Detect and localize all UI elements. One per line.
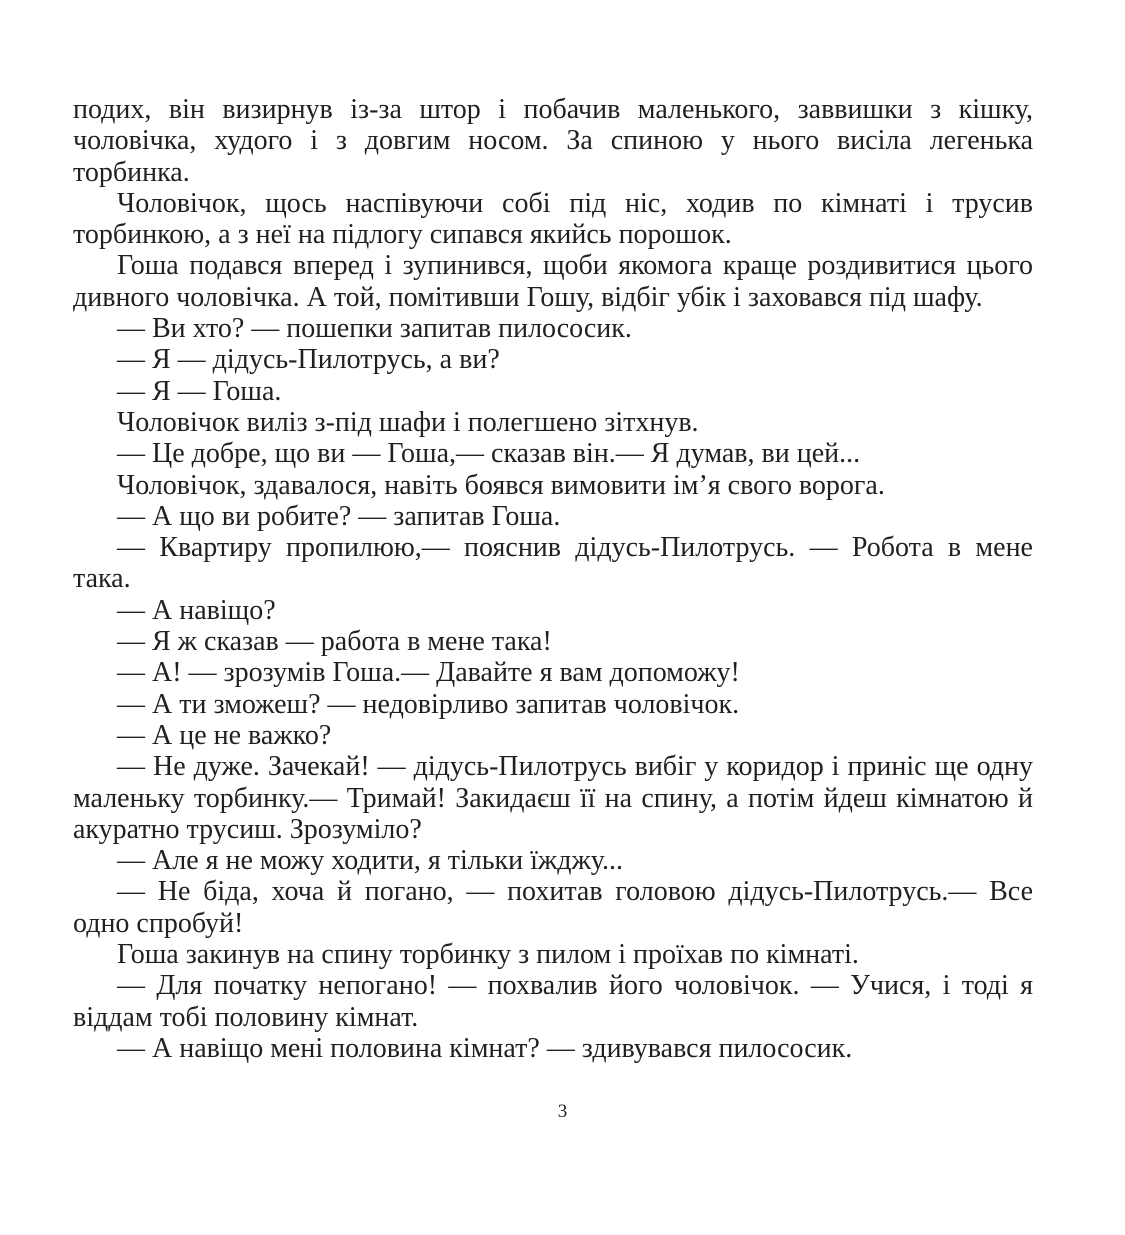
paragraph-2: Чоловічок, щось наспівуючи собі під ніс, ходив по кімнаті і трусив торбинкою, а з неї на підлогу сипався якийсь порошок.: [73, 187, 1033, 251]
paragraph-22: — А навіщо мені половина кімнат? — здивувався пилососик.: [117, 1032, 853, 1064]
paragraph-6: — Я — Гоша.: [117, 375, 282, 407]
page-text: [73, 94, 1033, 1064]
paragraph-17: — Не дуже. Зачекай! — дідусь-Пилотрусь вибіг у коридор і приніс ще одну маленьку торбинку.— Тримай! Закидаєш її на спину, а потім йдеш кімнатою й акуратно трусиш. Зрозуміло?: [73, 751, 1033, 845]
paragraph-1: подих, він визирнув із-за штор і побачив маленького, заввишки з кішку, чоловічка, худого і з довгим носом. За спиною у нього висіла легенька торбинка.: [73, 94, 1033, 188]
paragraph-18: — Але я не можу ходити, я тільки їжджу...: [117, 845, 623, 877]
paragraph-3: Гоша подався вперед і зупинився, щоби якомога краще роздивитися цього дивного чоловічка. А той, помітивши Гошу, відбіг убік і заховався під шафу.: [73, 250, 1033, 313]
paragraph-9: Чоловічок, здавалося, навіть боявся вимовити ім’я свого ворога.: [117, 469, 885, 501]
page-number: 3: [557, 1101, 568, 1122]
paragraph-5: — Я — дідусь-Пилотрусь, а ви?: [117, 344, 500, 376]
paragraph-15: — А ти зможеш? — недовірливо запитав чоловічок.: [117, 688, 740, 720]
paragraph-4: — Ви хто? — пошепки запитав пилососик.: [117, 313, 632, 345]
paragraph-19: — Не біда, хоча й погано, — похитав головою дідусь-Пилотрусь.— Все одно спробуй!: [73, 876, 1033, 939]
paragraph-10: — А що ви робите? — запитав Гоша.: [117, 500, 561, 532]
paragraph-16: — А це не важко?: [117, 719, 332, 751]
paragraph-8: — Це добре, що ви — Гоша,— сказав він.— Я думав, ви цей...: [117, 438, 861, 470]
paragraph-14: — А! — зрозумів Гоша.— Давайте я вам допоможу!: [117, 657, 740, 689]
paragraph-20: Гоша закинув на спину торбинку з пилом і проїхав по кімнаті.: [117, 939, 859, 971]
paragraph-13: — Я ж сказав — работа в мене така!: [117, 626, 552, 658]
paragraph-7: Чоловічок виліз з-під шафи і полегшено зітхнув.: [117, 406, 699, 438]
paragraph-11: — Квартиру пропилюю,— пояснив дідусь-Пилотрусь. — Робота в мене така.: [73, 532, 1033, 595]
paragraph-12: — А навіщо?: [117, 594, 276, 626]
paragraph-21: — Для початку непогано! — похвалив його чоловічок. — Учися, і тоді я віддам тобі половину кімнат.: [73, 970, 1033, 1033]
